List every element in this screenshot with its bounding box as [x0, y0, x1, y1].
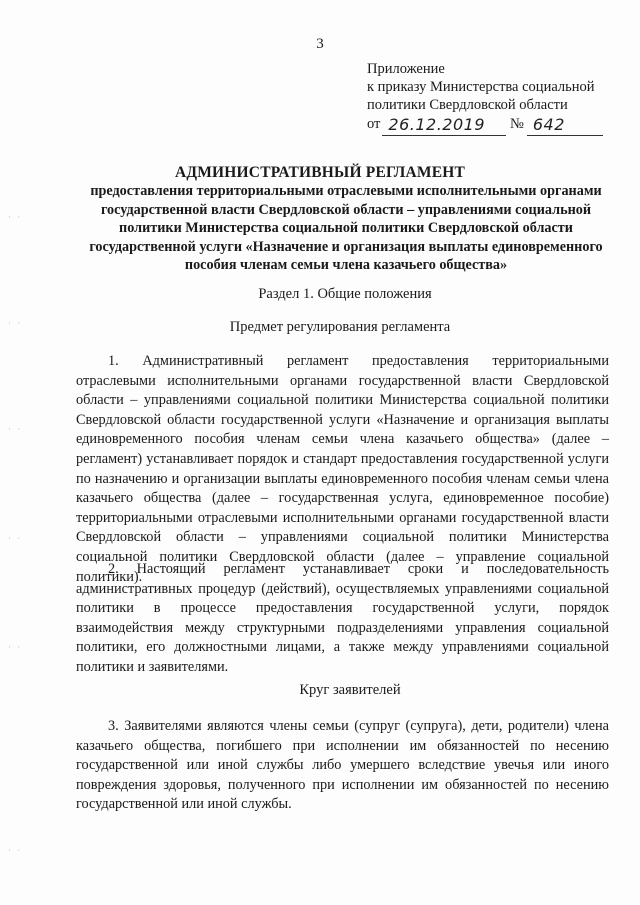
handwritten-date: 26.12.2019	[388, 115, 486, 134]
scan-margin-mark: · ·	[8, 642, 23, 652]
number-field	[527, 116, 603, 136]
scan-margin-mark: · ·	[8, 318, 23, 328]
appendix-line-2: к приказу Министерства социальной	[367, 79, 595, 95]
paragraph-1-text: 1. Административный регламент предоставления территориальными отраслевыми исполнительными органами государственной власти Свердловской области – управлениями социальной политики Министерства социальной политики Свердловской области государственной услуги «Назначение и организация выплаты единовременного пособия членам семьи члена казачьего общества» (далее – регламент) устанавливает порядок и стандарт предоставления государственной услуги по назначению и организации выплаты единовременного пособия членам семьи члена казачьего общества (далее – государственная услуга, единовременное пособие) территориальными отраслевыми исполнительными органами государственной власти Свердловской области – управлениями социальной политики Министерства социальной политики Свердловской области (далее – управление социальной политики).	[76, 353, 609, 585]
date-field	[382, 116, 506, 136]
scan-margin-mark: · ·	[8, 212, 23, 222]
paragraph-3-text: 3. Заявителями являются члены семьи (супруг (супруга), дети, родители) члена казачьего общества, погибшего при исполнении им обязанностей по несению государственной или иной службы либо умершего вследствие увечья или иного повреждения здоровья, полученного при исполнении им обязанностей по несению государственной или иной службы.	[76, 718, 609, 813]
number-prefix: №	[510, 116, 524, 132]
appendix-date-line	[367, 114, 617, 134]
appendix-line-3: политики Свердловской области	[367, 97, 568, 113]
scan-margin-mark: · ·	[8, 845, 23, 855]
paragraph-1	[76, 352, 609, 587]
handwritten-number: 642	[532, 115, 565, 134]
paragraph-2-text: 2. Настоящий регламент устанавливает сроки и последовательность административных процедур (действий), осуществляемых управлениями социальной политики в процессе предоставления государственной услуги, порядок взаимодействия между структурными подразделениями управления социальной политики, его должностными лицами, а также между управлениями социальной политики и заявителями.	[76, 561, 609, 675]
date-prefix: от	[367, 116, 381, 132]
document-subtitle: предоставления территориальными отраслевыми исполнительными органами государственной власти Свердловской области – управлениями социальной политики Министерства социальной политики Свердловской области государственной услуги «Назначение и организация выплаты единовременного пособия членам семьи члена казачьего общества»	[89, 183, 603, 273]
section-heading: Раздел 1. Общие положения	[258, 286, 432, 302]
document-title: АДМИНИСТРАТИВНЫЙ РЕГЛАМЕНТ	[174, 164, 466, 181]
paragraph-2	[76, 560, 609, 678]
applicants-heading: Круг заявителей	[299, 682, 401, 698]
paragraph-3	[76, 717, 609, 815]
page-number: 3	[316, 36, 324, 52]
scan-margin-mark: · ·	[8, 424, 23, 434]
scan-margin-mark: · ·	[8, 533, 23, 543]
appendix-block	[367, 60, 617, 134]
subject-heading: Предмет регулирования регламента	[229, 319, 451, 335]
appendix-line-1: Приложение	[367, 61, 445, 77]
